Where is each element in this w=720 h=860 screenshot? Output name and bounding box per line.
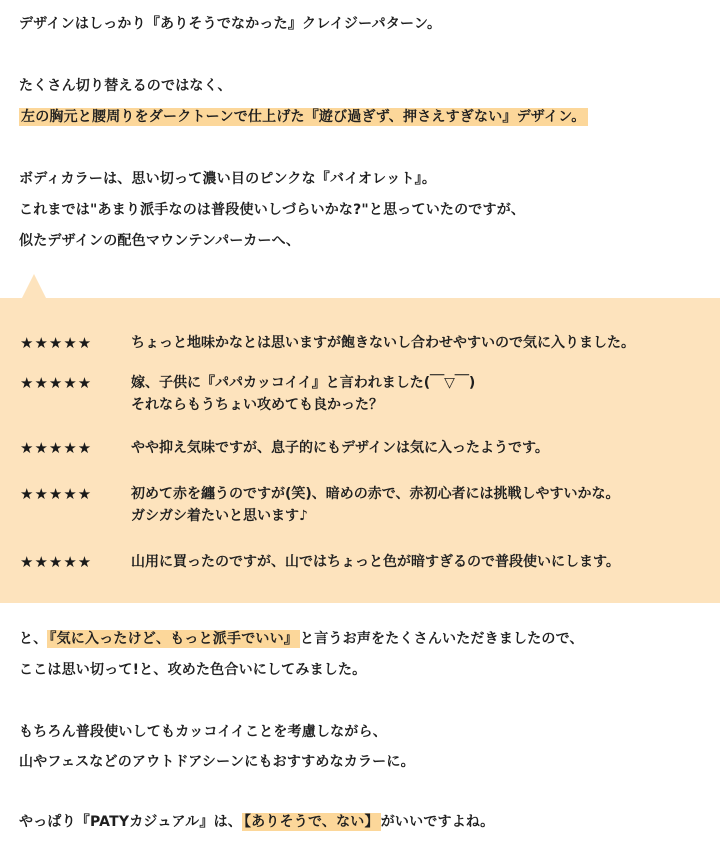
star-rating: ★★★★★ bbox=[20, 553, 93, 571]
intro-line-5: これまでは"あまり派手なのは普段使いしづらいかな?"と思っていたのですが、 bbox=[19, 202, 526, 218]
star-rating: ★★★★★ bbox=[20, 439, 93, 457]
star-rating: ★★★★★ bbox=[20, 485, 93, 503]
star-rating: ★★★★★ bbox=[20, 374, 93, 392]
intro-line-4: ボディカラーは、思い切って濃い目のピンクな『バイオレット』。 bbox=[19, 171, 437, 187]
highlighted-text: 左の胸元と腰周りをダークトーンで仕上げた『遊び過ぎず、押さえすぎない』デザイン。 bbox=[21, 109, 586, 125]
outro-line-1: と、 『気に入ったけど、もっと派手でいい』 と言うお声をたくさんいただきましたので、 bbox=[19, 631, 584, 647]
star-rating: ★★★★★ bbox=[20, 334, 93, 352]
intro-line-2: たくさん切り替えるのではなく、 bbox=[19, 78, 232, 94]
speech-bubble-tail bbox=[22, 274, 46, 298]
outro-line-4: 山やフェスなどのアウトドアシーンにもおすすめなカラーに。 bbox=[19, 754, 415, 770]
intro-line-3 bbox=[19, 107, 588, 127]
outro-line-2: ここは思い切って!と、攻めた色合いにしてみました。 bbox=[19, 662, 367, 678]
review-text: やや抑え気味ですが、息子的にもデザインは気に入ったようです。 bbox=[131, 440, 549, 456]
review-text: 初めて赤を纏うのですが(笑)、暗めの赤で、赤初心者には挑戦しやすいかな。 ガシガシ着たいと思います♪ bbox=[131, 486, 620, 524]
intro-line-1: デザインはしっかり『ありそうでなかった』クレイジーパターン。 bbox=[19, 16, 442, 32]
highlighted-text: 『気に入ったけど、もっと派手でいい』 bbox=[49, 631, 299, 647]
intro-line-6: 似たデザインの配色マウンテンパーカーへ、 bbox=[19, 233, 301, 249]
highlighted-text: 【ありそうで、ない】 bbox=[243, 814, 379, 830]
review-text: 嫁、子供に『パパカッコイイ』と言われました(￣▽￣) それならもうちょい攻めても良かった？ bbox=[131, 375, 476, 413]
review-text: ちょっと地味かなとは思いますが飽きないし合わせやすいので気に入りました。 bbox=[131, 335, 635, 351]
review-text: 山用に買ったのですが、山ではちょっと色が暗すぎるので普段使いにします。 bbox=[131, 554, 620, 570]
outro-line-3: もちろん普段使いしてもカッコイイことを考慮しながら、 bbox=[19, 724, 387, 740]
outro-line-5: やっぱり『PATYカジュアル』は、 【ありそうで、ない】 がいいですよね。 bbox=[19, 814, 495, 830]
